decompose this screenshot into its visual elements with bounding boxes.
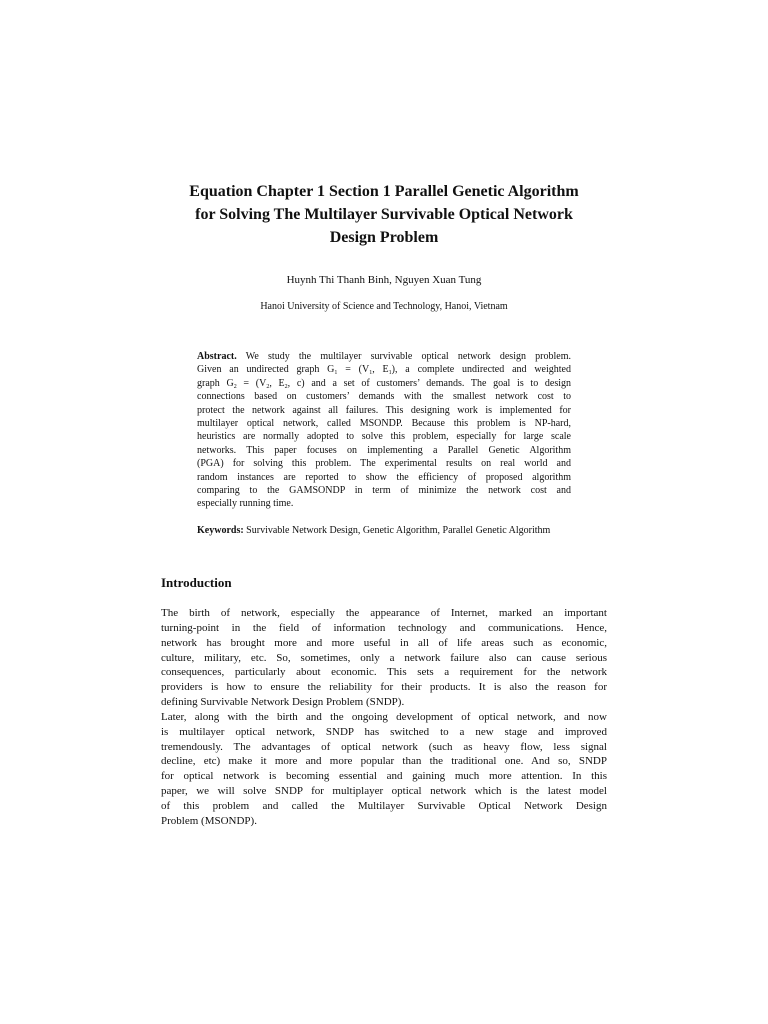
abstract-text: = (V <box>337 364 370 376</box>
title-line: Equation Chapter 1 Section 1 Parallel Genetic Algorithm <box>189 183 579 200</box>
body-line: of this problem and called the Multilayer Survivable Optical Network Design <box>161 799 607 812</box>
body-line: network has brought more and more useful in all of life areas such as economic, <box>161 636 607 649</box>
body-line: is multilayer optical network, SNDP has switched to a new stage and improved <box>161 725 607 738</box>
abstract-text: , E <box>372 364 389 376</box>
abstract-text: We study the multilayer survivable optical network design problem. <box>236 351 571 362</box>
abstract-line: (PGA) for solving this problem. The experimental results on real world and <box>197 458 571 470</box>
authors: Huynh Thi Thanh Binh, Nguyen Xuan Tung <box>286 274 482 286</box>
body-line: providers is how to ensure the reliability for their products. It is also the reason for <box>161 681 607 694</box>
abstract-line: heuristics are normally adopted to solve this problem, especially for large scale <box>197 431 571 443</box>
abstract-line: multilayer optical network, called MSONDP. Because this problem is NP-hard, <box>197 418 571 430</box>
abstract-line: protect the network against all failures. This designing work is implemented for <box>197 404 571 416</box>
abstract-text: ), a complete undirected and weighted <box>391 364 571 376</box>
abstract-text: , c) and a set of customers’ demands. The goal is to design <box>287 377 572 389</box>
subscript: 1 <box>369 370 373 377</box>
abstract-line: especially running time. <box>197 498 294 510</box>
abstract-line <box>197 350 571 363</box>
section-heading: Introduction <box>161 575 232 590</box>
abstract-line: comparing to the GAMSONDP in term of minimize the network cost and <box>197 485 571 497</box>
subscript: 2 <box>266 383 270 390</box>
section-body <box>161 606 607 829</box>
abstract-text: Given an undirected graph G <box>197 364 335 376</box>
abstract-text: , E <box>269 377 285 389</box>
body-line: The birth of network, especially the appearance of Internet, marked an important <box>161 607 607 619</box>
subscript: 2 <box>284 383 288 390</box>
paper-title <box>140 180 628 249</box>
abstract-line <box>197 377 571 390</box>
body-line: defining Survivable Network Design Problem (SNDP). <box>161 696 405 709</box>
subscript: 1 <box>334 370 338 377</box>
title-line: for Solving The Multilayer Survivable Optical Network <box>195 206 573 223</box>
abstract-text: graph G <box>197 377 234 389</box>
keywords-text: Survivable Network Design, Genetic Algorithm, Parallel Genetic Algorithm <box>243 525 551 536</box>
abstract-label: Abstract. <box>197 351 237 362</box>
body-line: culture, military, etc. So, sometimes, only a network failure also can cause serious <box>161 651 607 664</box>
body-line: Problem (MSONDP). <box>161 814 257 827</box>
abstract-line: connections based on customers’ demands with the smallest network cost to <box>197 391 571 403</box>
abstract-line: networks. This paper focuses on implementing a Parallel Genetic Algorithm <box>197 444 571 456</box>
abstract-line: random instances are reported to show the efficiency of proposed algorithm <box>197 471 571 483</box>
affiliation: Hanoi University of Science and Technology, Hanoi, Vietnam <box>260 301 508 312</box>
body-line: turning-point in the field of information technology and communications. Hence, <box>161 621 607 634</box>
keywords-label: Keywords: <box>197 525 244 536</box>
subscript: 1 <box>388 370 392 377</box>
body-line: decline, etc) make it more and more popular than the traditional one. And so, SNDP <box>161 755 607 768</box>
abstract <box>197 350 571 511</box>
body-line: consequences, particularly about economic. This sets a requirement for the network <box>161 666 607 679</box>
subscript: 2 <box>233 383 237 390</box>
body-line: Later, along with the birth and the ongoing development of optical network, and now <box>161 710 607 723</box>
body-line: for optical network is becoming essential and gaining much more attention. In this <box>161 770 607 783</box>
body-line: paper, we will solve SNDP for multiplayer optical network which is the latest model <box>161 785 607 798</box>
abstract-line <box>197 363 571 376</box>
title-line: Design Problem <box>329 229 439 246</box>
body-line: tremendously. The advantages of optical network (such as heavy flow, less signal <box>161 740 607 753</box>
abstract-text: = (V <box>236 377 267 389</box>
keywords <box>197 524 571 537</box>
